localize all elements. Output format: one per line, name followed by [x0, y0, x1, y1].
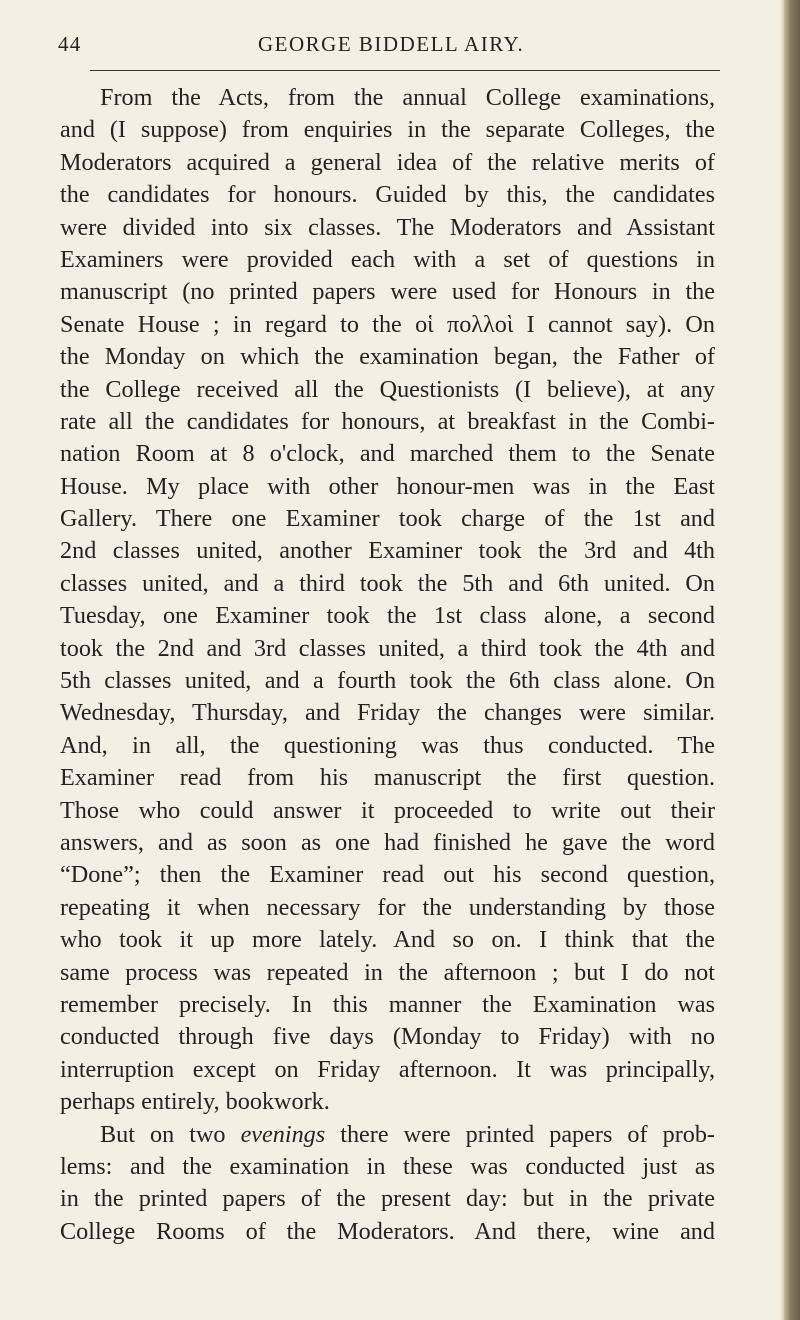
text-line: were divided into six classes. The Moderators and Assistant	[60, 213, 715, 241]
text-run: there were printed papers of prob-	[325, 1120, 715, 1148]
text-line: Moderators acquired a general idea of the relative merits of	[60, 148, 715, 176]
text-line: the College received all the Questionists (I believe), at any	[60, 375, 715, 403]
page-number: 44	[58, 32, 82, 56]
italic-word: evenings	[240, 1120, 326, 1148]
text-line: lems: and the examination in these was conducted just as	[60, 1152, 715, 1180]
text-line: and (I suppose) from enquiries in the separate Colleges, the	[60, 116, 715, 144]
body-text	[60, 82, 715, 1248]
text-line: the candidates for honours. Guided by this, the candidates	[60, 181, 715, 209]
text-line: interruption except on Friday afternoon. It was principally,	[60, 1055, 715, 1083]
text-line: Senate House ; in regard to the οἱ πολλοὶ I cannot say). On	[60, 310, 715, 338]
text-line: classes united, and a third took the 5th and 6th united. On	[60, 569, 715, 597]
text-line: Tuesday, one Examiner took the 1st class alone, a second	[60, 602, 715, 630]
text-line: And, in all, the questioning was thus conducted. The	[60, 731, 715, 759]
text-line: Examiners were provided each with a set of questions in	[60, 245, 715, 273]
text-line: College Rooms of the Moderators. And there, wine and	[60, 1217, 715, 1245]
running-header	[58, 32, 748, 62]
text-line: same process was repeated in the afternoon ; but I do not	[60, 958, 715, 986]
text-line: Those who could answer it proceeded to write out their	[60, 796, 715, 824]
text-run: But on two	[100, 1120, 241, 1148]
text-line: in the printed papers of the present day: but in the private	[60, 1185, 715, 1213]
text-line: Wednesday, Thursday, and Friday the changes were similar.	[60, 699, 715, 727]
text-line: Examiner read from his manuscript the first question.	[60, 764, 715, 792]
header-rule	[90, 70, 720, 71]
text-line: conducted through five days (Monday to Friday) with no	[60, 1023, 715, 1051]
text-line	[60, 1119, 715, 1151]
paragraph-2	[60, 1119, 715, 1249]
text-line: 2nd classes united, another Examiner took the 3rd and 4th	[60, 537, 715, 565]
text-line: “Done”; then the Examiner read out his second question,	[60, 861, 715, 889]
text-line: took the 2nd and 3rd classes united, a third took the 4th and	[60, 634, 715, 662]
text-line: perhaps entirely, bookwork.	[60, 1088, 330, 1116]
text-line: answers, and as soon as one had finished he gave the word	[60, 828, 715, 856]
paragraph-1	[60, 82, 715, 1119]
text-line: rate all the candidates for honours, at breakfast in the Combi-	[60, 407, 715, 435]
text-line: From the Acts, from the annual College examinations,	[100, 84, 715, 111]
text-line: House. My place with other honour-men was in the East	[60, 472, 715, 500]
text-line: the Monday on which the examination began, the Father of	[60, 343, 715, 371]
text-line: repeating it when necessary for the understanding by those	[60, 893, 715, 921]
text-line: who took it up more lately. And so on. I think that the	[60, 926, 715, 954]
text-line: Gallery. There one Examiner took charge of the 1st and	[60, 505, 715, 533]
text-line: remember precisely. In this manner the Examination was	[60, 990, 715, 1018]
page-edge-shadow	[784, 0, 800, 1320]
text-line: manuscript (no printed papers were used for Honours in the	[60, 278, 715, 306]
text-line: 5th classes united, and a fourth took the 6th class alone. On	[60, 667, 715, 695]
running-title: GEORGE BIDDELL AIRY.	[258, 32, 525, 56]
text-line: nation Room at 8 o'clock, and marched them to the Senate	[60, 440, 715, 468]
